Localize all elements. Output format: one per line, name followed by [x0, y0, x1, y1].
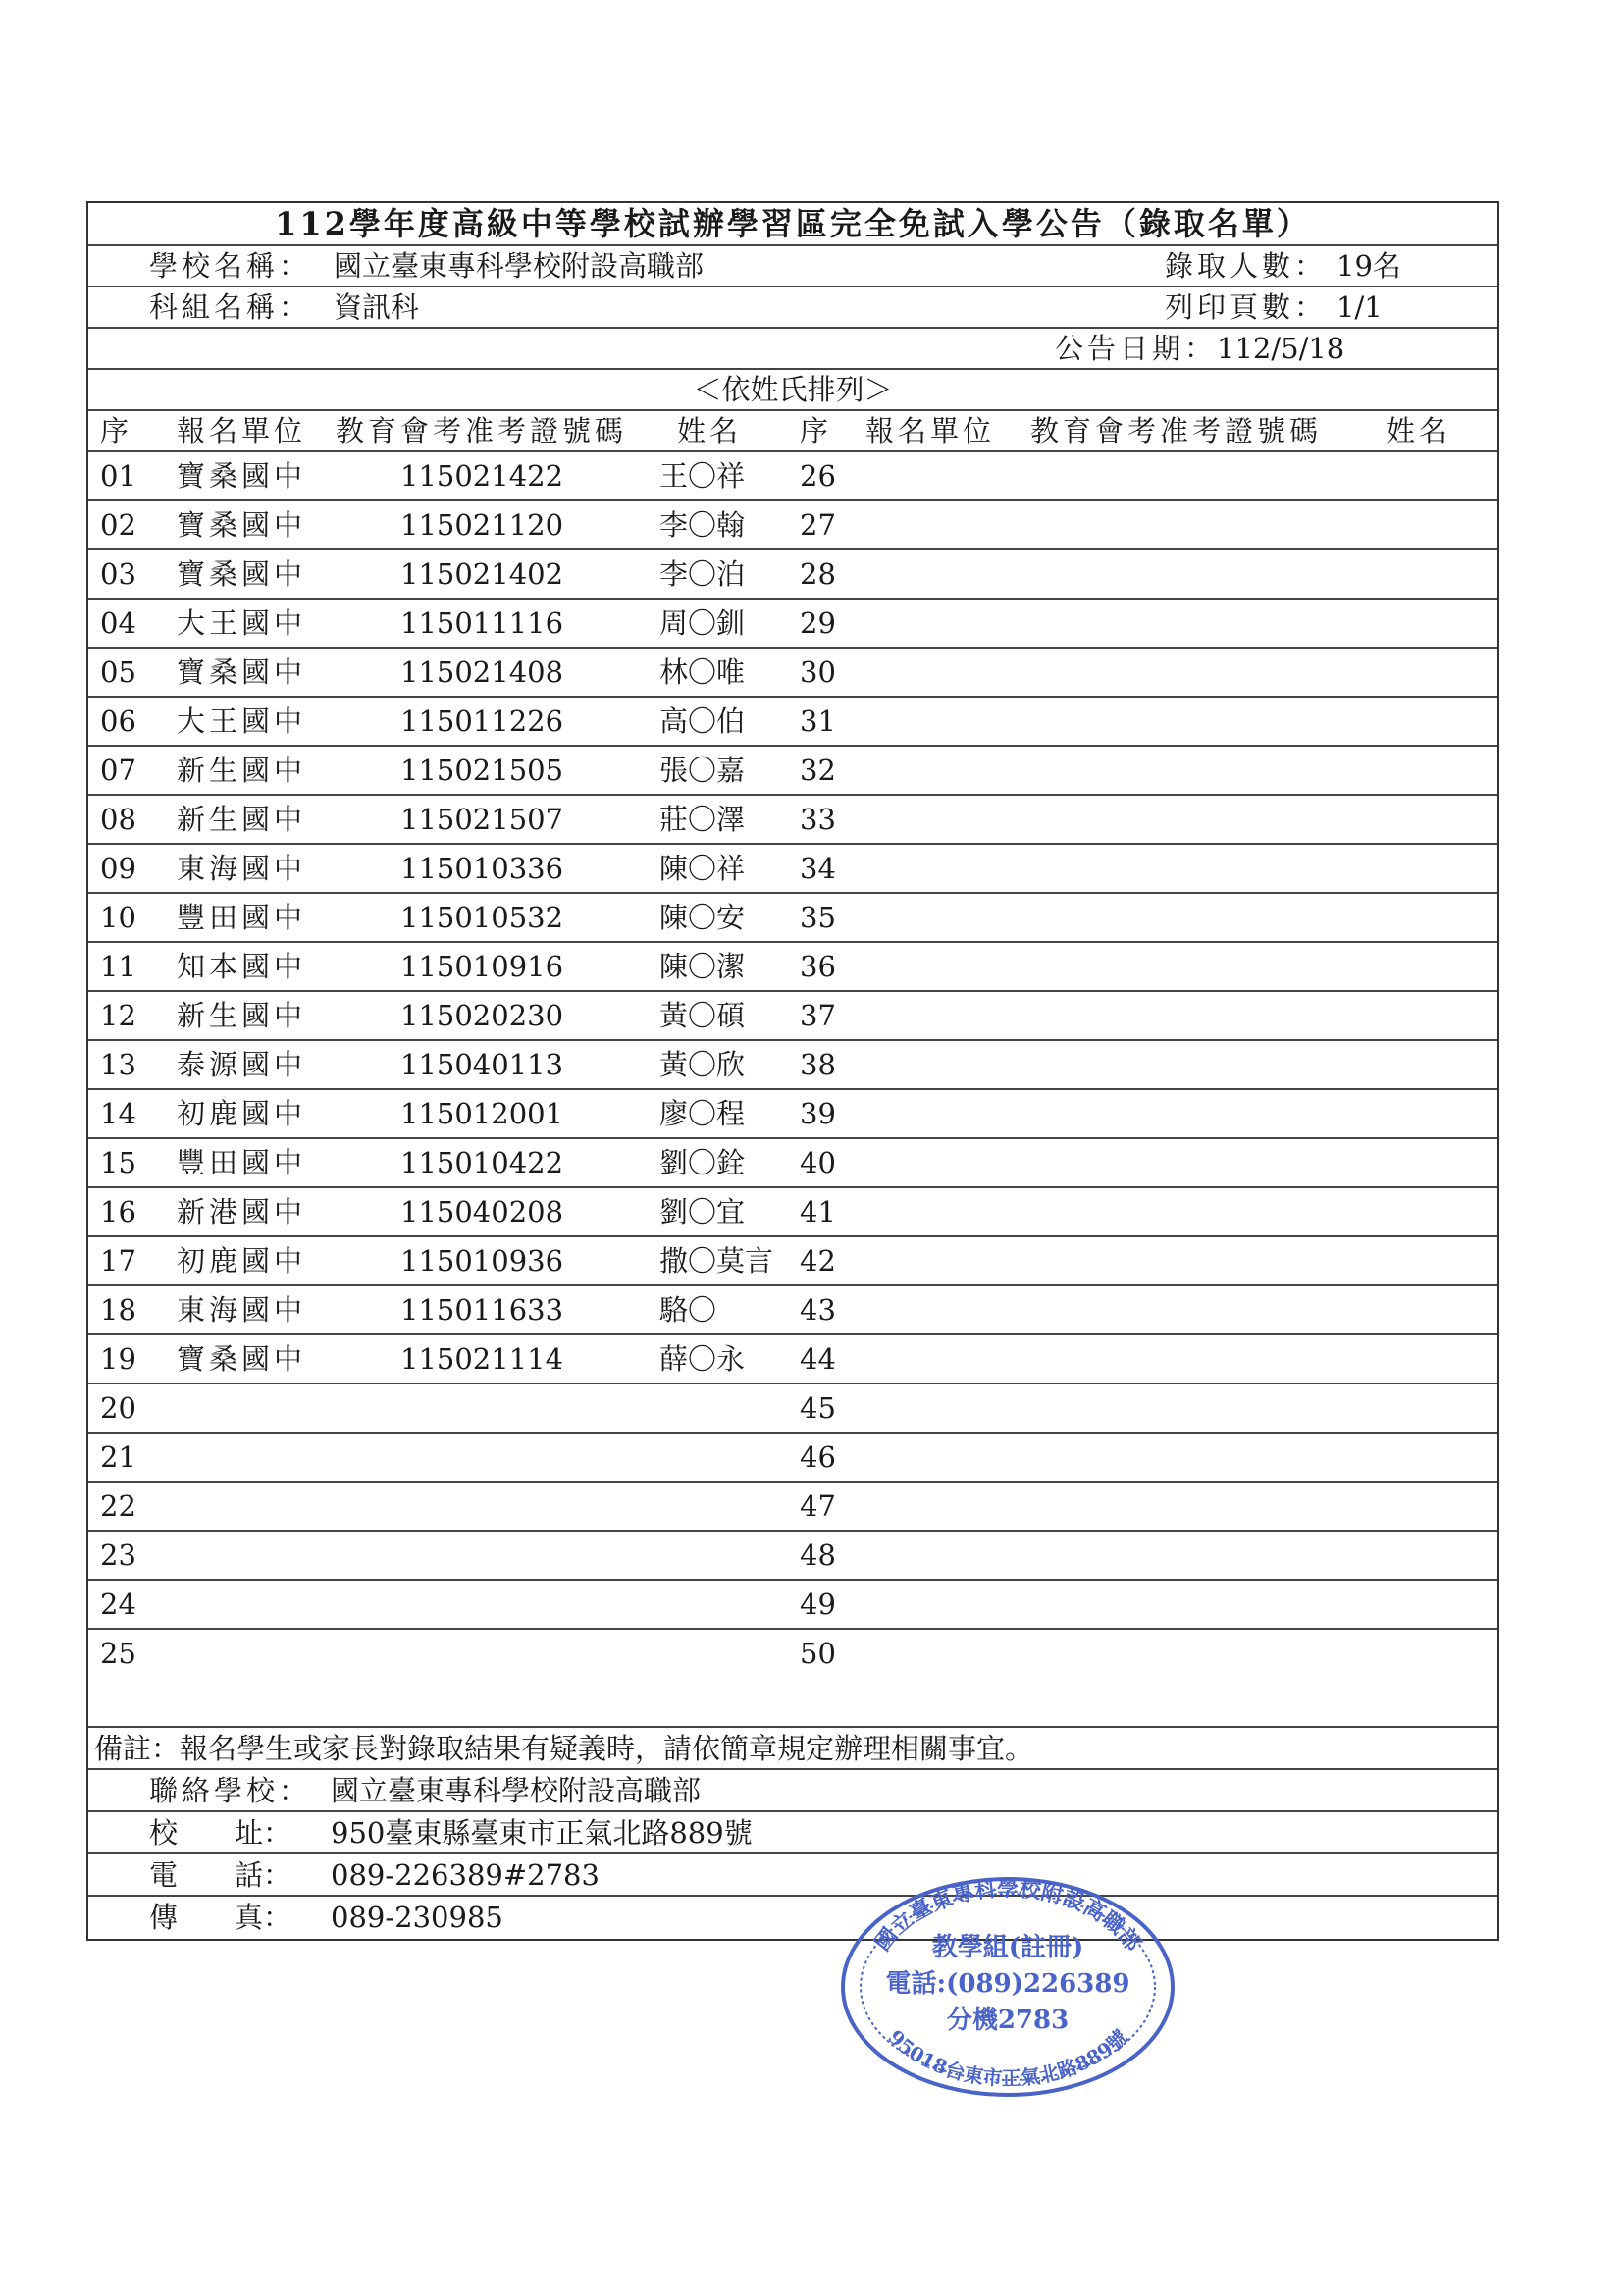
- office-seal-stamp: [836, 1869, 1179, 2100]
- table-body: [88, 452, 1497, 1679]
- cell-seq: 19: [100, 1342, 136, 1376]
- announce-date-label: 公告日期：: [1055, 332, 1218, 365]
- header-exam-id-2: 教育會考准考證號碼: [1030, 414, 1323, 447]
- cell-name: 陳〇祥: [659, 852, 746, 885]
- remark-text: 備註：報名學生或家長對錄取結果有疑義時，請依簡章規定辦理相關事宜。: [94, 1732, 1034, 1765]
- cell-name: 廖〇程: [659, 1097, 746, 1130]
- cell-seq2: 49: [800, 1588, 836, 1621]
- date-row: [88, 329, 1497, 370]
- school-label: 學校名稱：: [149, 249, 312, 283]
- table-row: [88, 698, 1497, 747]
- admit-count-value: 19名: [1336, 249, 1401, 283]
- cell-seq2: 33: [800, 803, 836, 836]
- cell-exam-id: 115010532: [400, 901, 564, 934]
- cell-seq: 12: [100, 999, 136, 1032]
- cell-name: 黃〇欣: [659, 1048, 746, 1081]
- cell-unit: 新生國中: [177, 999, 307, 1032]
- cell-unit: 大王國中: [177, 606, 307, 640]
- cell-unit: 豐田國中: [177, 1146, 307, 1179]
- cell-unit: 寶桑國中: [177, 655, 307, 689]
- cell-seq2: 34: [800, 852, 836, 885]
- cell-exam-id: 115021507: [400, 803, 564, 836]
- header-seq: 序: [100, 414, 130, 447]
- admit-count-label: 錄取人數：: [1165, 249, 1328, 283]
- cell-seq: 23: [100, 1539, 136, 1572]
- header-seq-2: 序: [800, 414, 829, 447]
- cell-unit: 寶桑國中: [177, 1342, 307, 1376]
- cell-seq2: 29: [800, 606, 836, 640]
- stamp-bottom-text: 95018台東市正氣北路889號: [883, 2024, 1132, 2091]
- cell-seq2: 44: [800, 1342, 836, 1376]
- cell-seq2: 26: [800, 459, 836, 493]
- program-value: 資訊科: [334, 290, 420, 324]
- cell-seq2: 42: [800, 1244, 836, 1278]
- cell-seq2: 48: [800, 1539, 836, 1572]
- contact-school-label: 聯絡學校：: [149, 1774, 312, 1807]
- table-row: [88, 1384, 1497, 1434]
- cell-name: 劉〇銓: [659, 1146, 746, 1179]
- table-row: [88, 845, 1497, 894]
- stamp-ring-text: 國立臺東專科學校附設高職部: [869, 1876, 1146, 1957]
- cell-unit: 大王國中: [177, 704, 307, 738]
- cell-seq2: 38: [800, 1048, 836, 1081]
- cell-name: 莊〇澤: [659, 803, 746, 836]
- stamp-line-3: 分機2783: [946, 2006, 1070, 2035]
- admission-announcement: [86, 201, 1499, 1941]
- cell-seq: 04: [100, 606, 136, 640]
- cell-seq2: 32: [800, 754, 836, 787]
- cell-unit: 寶桑國中: [177, 557, 307, 591]
- cell-exam-id: 115021402: [400, 557, 564, 591]
- cell-name: 張〇嘉: [659, 754, 746, 787]
- header-exam-id: 教育會考准考證號碼: [336, 414, 628, 447]
- table-row: [88, 1286, 1497, 1335]
- cell-seq2: 47: [800, 1489, 836, 1523]
- cell-exam-id: 115021120: [400, 508, 564, 542]
- contact-school-row: [88, 1770, 1497, 1812]
- cell-unit: 知本國中: [177, 950, 307, 983]
- table-row: [88, 1237, 1497, 1286]
- table-row: [88, 550, 1497, 600]
- header-unit: 報名單位: [177, 414, 307, 447]
- cell-exam-id: 115010936: [400, 1244, 564, 1278]
- cell-unit: 初鹿國中: [177, 1097, 307, 1130]
- cell-exam-id: 115010336: [400, 852, 564, 885]
- cell-name: 撒〇莫言: [659, 1244, 774, 1278]
- cell-seq2: 31: [800, 704, 836, 738]
- cell-name: 黃〇碩: [659, 999, 746, 1032]
- cell-seq2: 45: [800, 1391, 836, 1425]
- contact-address-label: 校 址：: [149, 1816, 292, 1850]
- cell-exam-id: 115021408: [400, 655, 564, 689]
- cell-seq: 20: [100, 1391, 136, 1425]
- cell-seq: 06: [100, 704, 136, 738]
- table-row: [88, 1188, 1497, 1237]
- cell-seq: 24: [100, 1588, 136, 1621]
- contact-school-value: 國立臺東專科學校附設高職部: [331, 1774, 702, 1807]
- cell-seq2: 36: [800, 950, 836, 983]
- cell-exam-id: 115020230: [400, 999, 564, 1032]
- contact-phone-label: 電 話：: [149, 1858, 292, 1892]
- cell-seq: 11: [100, 950, 136, 983]
- cell-seq: 17: [100, 1244, 136, 1278]
- cell-seq2: 40: [800, 1146, 836, 1179]
- cell-seq2: 43: [800, 1293, 836, 1327]
- table-header: [88, 411, 1497, 452]
- header-unit-2: 報名單位: [865, 414, 996, 447]
- table-row: [88, 747, 1497, 796]
- cell-seq: 22: [100, 1489, 136, 1523]
- cell-seq: 18: [100, 1293, 136, 1327]
- cell-seq: 03: [100, 557, 136, 591]
- cell-unit: 東海國中: [177, 852, 307, 885]
- cell-name: 陳〇安: [659, 901, 746, 934]
- cell-seq: 02: [100, 508, 136, 542]
- school-value: 國立臺東專科學校附設高職部: [334, 249, 705, 283]
- table-row: [88, 1483, 1497, 1532]
- school-row: [88, 246, 1497, 287]
- table-row: [88, 1090, 1497, 1139]
- cell-seq2: 37: [800, 999, 836, 1032]
- cell-exam-id: 115010916: [400, 950, 564, 983]
- cell-unit: 東海國中: [177, 1293, 307, 1327]
- cell-seq2: 41: [800, 1195, 836, 1228]
- cell-exam-id: 115012001: [400, 1097, 564, 1130]
- cell-unit: 寶桑國中: [177, 508, 307, 542]
- cell-exam-id: 115040113: [400, 1048, 564, 1081]
- table-row: [88, 1581, 1497, 1630]
- cell-seq: 21: [100, 1440, 136, 1474]
- cell-seq: 25: [100, 1637, 136, 1670]
- stamp-line-1: 教學組(註冊): [931, 1933, 1084, 1962]
- cell-exam-id: 115011633: [400, 1293, 564, 1327]
- announce-date-value: 112/5/18: [1217, 332, 1345, 365]
- contact-address-value: 950臺東縣臺東市正氣北路889號: [331, 1816, 753, 1850]
- cell-exam-id: 115021422: [400, 459, 564, 493]
- table-row: [88, 894, 1497, 943]
- program-label: 科組名稱：: [149, 290, 312, 324]
- cell-name: 李〇泊: [659, 557, 746, 591]
- table-row: [88, 1041, 1497, 1090]
- cell-unit: 新生國中: [177, 803, 307, 836]
- cell-name: 周〇釧: [659, 606, 746, 640]
- cell-name: 薛〇永: [659, 1342, 746, 1376]
- cell-unit: 新港國中: [177, 1195, 307, 1228]
- cell-unit: 初鹿國中: [177, 1244, 307, 1278]
- cell-exam-id: 115021114: [400, 1342, 564, 1376]
- table-row: [88, 501, 1497, 550]
- cell-seq: 10: [100, 901, 136, 934]
- cell-name: 陳〇潔: [659, 950, 746, 983]
- cell-exam-id: 115011116: [400, 606, 564, 640]
- page-count-value: 1/1: [1336, 290, 1383, 324]
- table-row: [88, 1139, 1497, 1188]
- cell-seq2: 30: [800, 655, 836, 689]
- program-row: [88, 287, 1497, 329]
- cell-exam-id: 115021505: [400, 754, 564, 787]
- table-row: [88, 452, 1497, 501]
- header-name-2: 姓名: [1387, 414, 1452, 447]
- cell-seq2: 39: [800, 1097, 836, 1130]
- cell-unit: 豐田國中: [177, 901, 307, 934]
- table-row: [88, 992, 1497, 1041]
- cell-unit: 寶桑國中: [177, 459, 307, 493]
- table-row: [88, 796, 1497, 845]
- cell-seq: 05: [100, 655, 136, 689]
- table-row: [88, 943, 1497, 992]
- cell-seq: 09: [100, 852, 136, 885]
- header-name: 姓名: [677, 414, 743, 447]
- cell-seq2: 28: [800, 557, 836, 591]
- contact-fax-label: 傳 真：: [149, 1901, 292, 1934]
- contact-phone-row: [88, 1854, 1497, 1897]
- cell-seq: 08: [100, 803, 136, 836]
- cell-seq: 07: [100, 754, 136, 787]
- cell-name: 劉〇宜: [659, 1195, 746, 1228]
- sort-note: ＜依姓氏排列＞: [88, 370, 1497, 411]
- cell-seq: 01: [100, 459, 136, 493]
- stamp-line-2: 電話:(089)226389: [885, 1969, 1130, 1999]
- cell-name: 駱〇: [659, 1293, 717, 1327]
- table-row: [88, 1630, 1497, 1679]
- contact-fax-row: [88, 1897, 1497, 1939]
- cell-seq2: 46: [800, 1440, 836, 1474]
- remark: [88, 1728, 1497, 1770]
- table-row: [88, 1532, 1497, 1581]
- cell-seq: 16: [100, 1195, 136, 1228]
- contact-fax-value: 089-230985: [331, 1901, 503, 1934]
- blank-row: [88, 1679, 1497, 1728]
- cell-unit: 新生國中: [177, 754, 307, 787]
- cell-exam-id: 115010422: [400, 1146, 564, 1179]
- page-count-label: 列印頁數：: [1165, 290, 1328, 324]
- cell-seq2: 27: [800, 508, 836, 542]
- cell-seq: 13: [100, 1048, 136, 1081]
- cell-seq2: 35: [800, 901, 836, 934]
- cell-name: 高〇伯: [659, 704, 746, 738]
- cell-exam-id: 115011226: [400, 704, 564, 738]
- table-row: [88, 1335, 1497, 1384]
- cell-seq: 14: [100, 1097, 136, 1130]
- cell-exam-id: 115040208: [400, 1195, 564, 1228]
- cell-name: 李〇翰: [659, 508, 746, 542]
- cell-name: 王〇祥: [659, 459, 746, 493]
- cell-seq: 15: [100, 1146, 136, 1179]
- table-row: [88, 1434, 1497, 1483]
- cell-seq2: 50: [800, 1637, 836, 1670]
- contact-address-row: [88, 1812, 1497, 1854]
- document-title: 112學年度高級中等學校試辦學習區完全免試入學公告（錄取名單）: [88, 203, 1497, 246]
- table-row: [88, 649, 1497, 698]
- table-row: [88, 600, 1497, 649]
- cell-name: 林〇唯: [659, 655, 746, 689]
- cell-unit: 泰源國中: [177, 1048, 307, 1081]
- contact-phone-value: 089-226389#2783: [331, 1858, 600, 1892]
